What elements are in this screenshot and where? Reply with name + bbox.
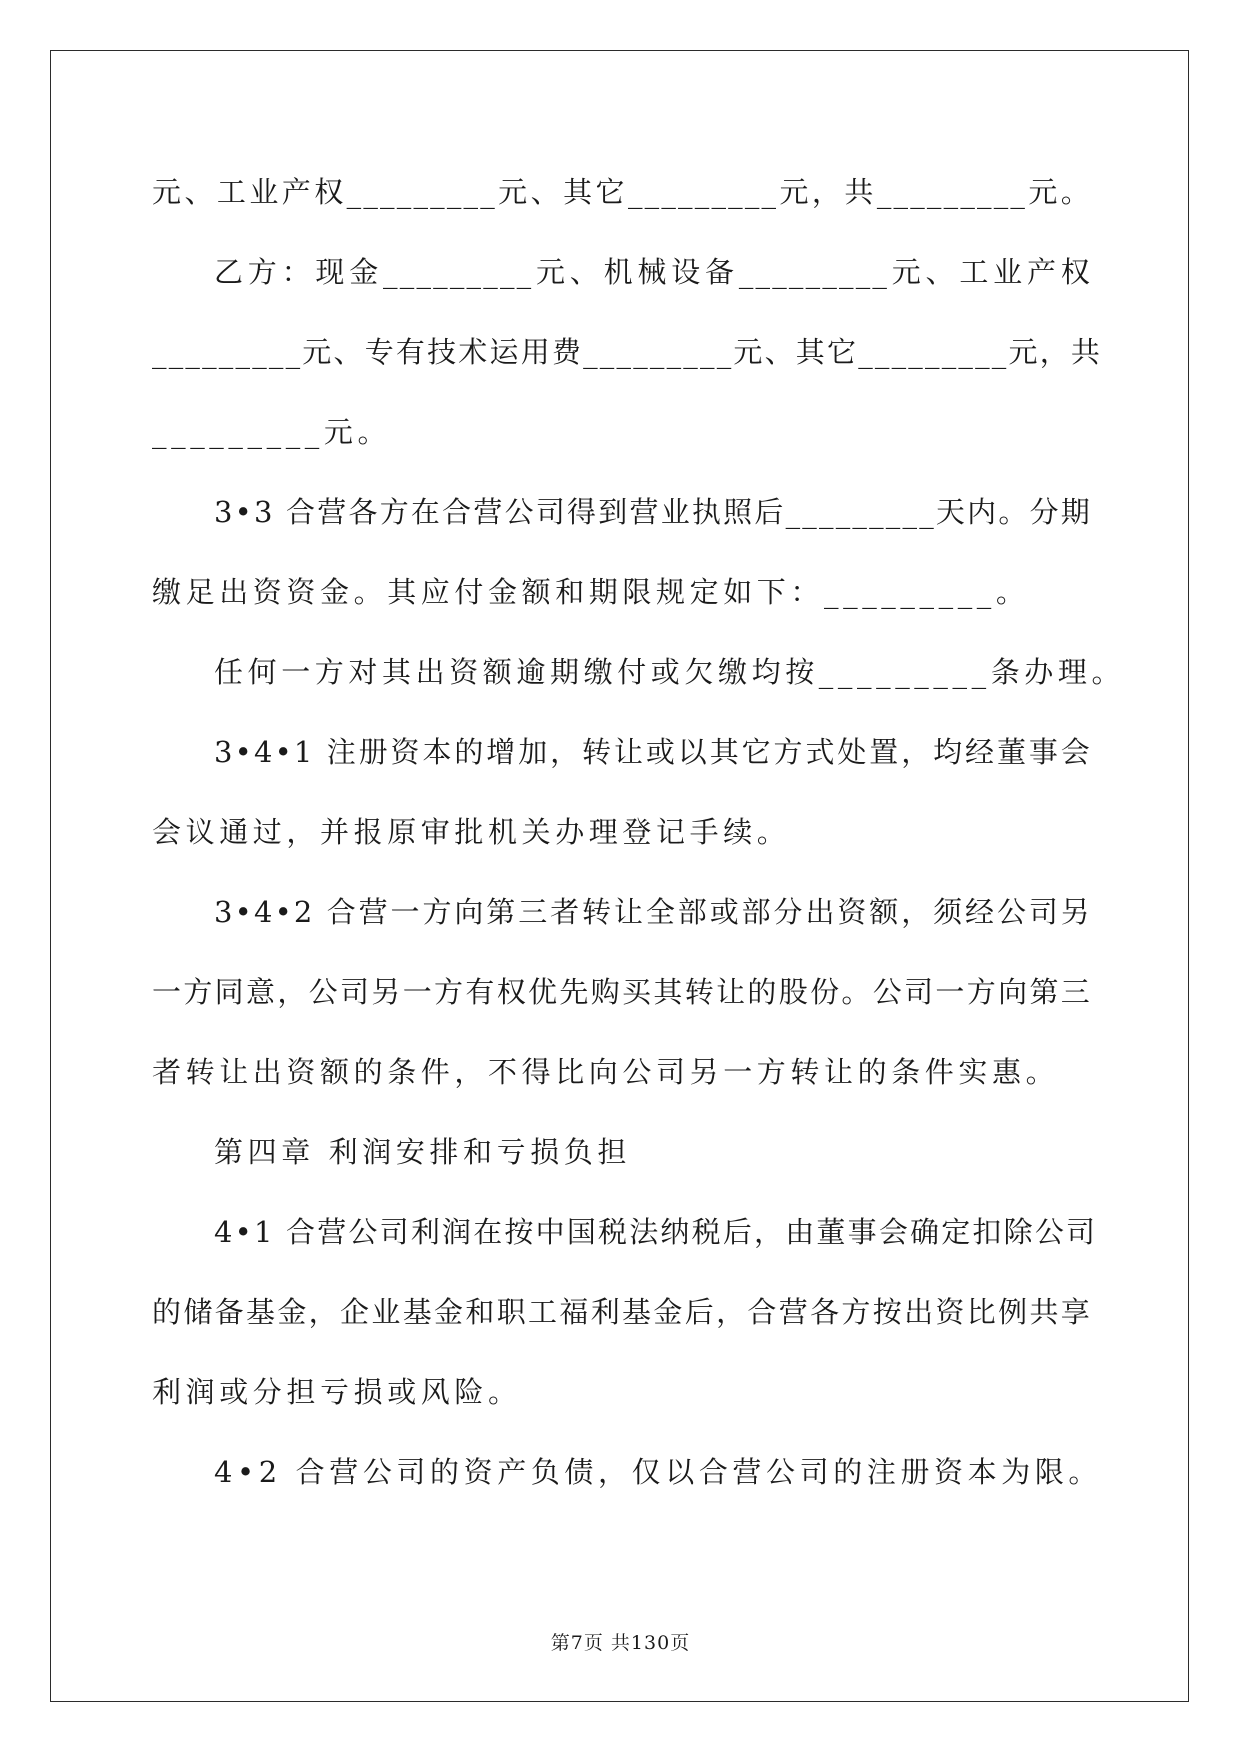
- text-line-3: _________元、专有技术运用费_________元、其它_________元，共: [152, 335, 1103, 369]
- page-number-footer: 第7页 共130页: [550, 1632, 691, 1654]
- text-line-17: 4•2 合营公司的资产负债，仅以合营公司的注册资本为限。: [214, 1455, 1103, 1489]
- text-line-1: 元、工业产权_________元、其它_________元，共_________元。: [152, 175, 1092, 209]
- text-line-2: 乙方：现金_________元、机械设备_________元、工业产权: [214, 255, 1092, 289]
- text-line-15: 的储备基金，企业基金和职工福利基金后，合营各方按出资比例共享: [152, 1295, 1092, 1329]
- text-line-6: 缴足出资资金。其应付金额和期限规定如下：_________。: [152, 575, 1030, 609]
- chapter-heading: 第四章 利润安排和亏损负担: [214, 1135, 632, 1169]
- text-line-16: 利润或分担亏损或风险。: [152, 1375, 522, 1409]
- text-line-11: 一方同意，公司另一方有权优先购买其转让的股份。公司一方向第三: [152, 975, 1092, 1009]
- text-line-4: _________元。: [152, 415, 392, 449]
- text-line-9: 会议通过，并报原审批机关办理登记手续。: [152, 815, 791, 849]
- text-line-14: 4•1 合营公司利润在按中国税法纳税后，由董事会确定扣除公司: [214, 1215, 1098, 1249]
- text-line-12: 者转让出资额的条件，不得比向公司另一方转让的条件实惠。: [152, 1055, 1060, 1089]
- text-line-7: 任何一方对其出资额逾期缴付或欠缴均按_________条办理。: [214, 655, 1126, 689]
- text-line-8: 3•4•1 注册资本的增加，转让或以其它方式处置，均经董事会: [214, 735, 1092, 769]
- text-line-5: 3•3 合营各方在合营公司得到营业执照后_________天内。分期: [214, 495, 1092, 529]
- text-line-10: 3•4•2 合营一方向第三者转让全部或部分出资额，须经公司另: [214, 895, 1092, 929]
